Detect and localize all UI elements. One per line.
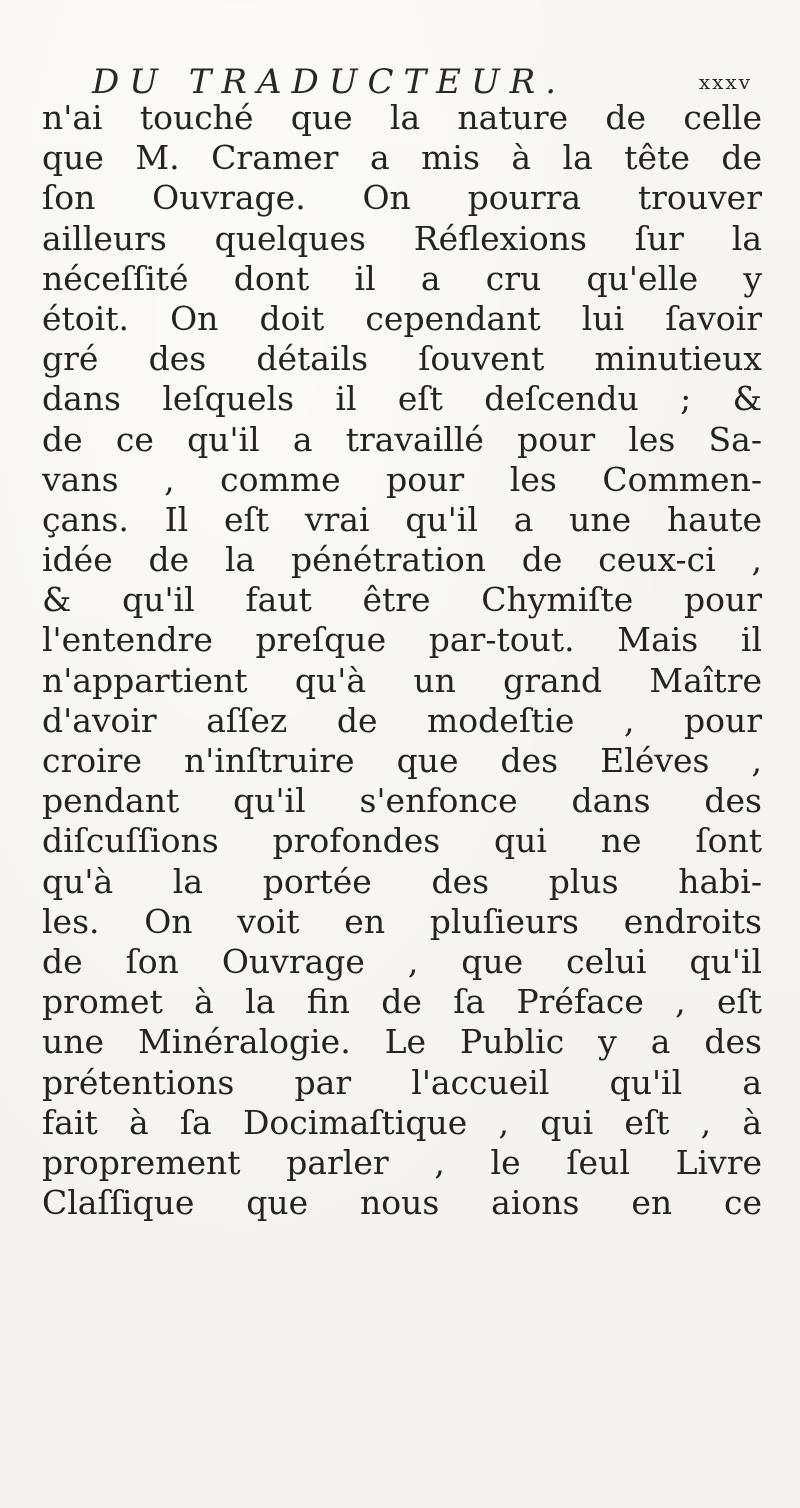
text-line: une Minéralogie. Le Public y a des — [42, 1022, 762, 1062]
text-line: pendant qu'il s'enfonce dans des — [42, 781, 762, 821]
text-line: de ce qu'il a travaillé pour les Sa- — [42, 419, 762, 459]
text-line: çans. Il eſt vrai qu'il a une haute — [42, 499, 762, 539]
text-line: gré des détails ſouvent minutieux — [42, 339, 762, 379]
text-line: l'entendre preſque par-tout. Mais il — [42, 620, 762, 660]
text-line: d'avoir aſſez de modeſtie , pour — [42, 700, 762, 740]
text-line: & qu'il faut être Chymiſte pour — [42, 580, 762, 620]
text-line: proprement parler , le ſeul Livre — [42, 1142, 762, 1182]
text-line: promet à la fin de ſa Préface , eſt — [42, 982, 762, 1022]
text-line: fait à ſa Docimaſtique , qui eſt , à — [42, 1102, 762, 1142]
text-line: dans leſquels il eſt deſcendu ; & — [42, 379, 762, 419]
text-line: étoit. On doit cependant lui ſavoir — [42, 298, 762, 338]
text-line: que M. Cramer a mis à la tête de — [42, 138, 762, 178]
text-line: ſon Ouvrage. On pourra trouver — [42, 178, 762, 218]
text-line: prétentions par l'accueil qu'il a — [42, 1062, 762, 1102]
text-line: n'appartient qu'à un grand Maître — [42, 660, 762, 700]
text-line: Claſſique que nous aions en ce — [42, 1183, 762, 1223]
text-line: qu'à la portée des plus habi- — [42, 861, 762, 901]
text-line: ailleurs quelques Réflexions ſur la — [42, 218, 762, 258]
text-line: diſcuſſions profondes qui ne ſont — [42, 821, 762, 861]
page-number: xxxv — [698, 70, 752, 94]
text-line: vans , comme pour les Commen- — [42, 459, 762, 499]
text-line: n'ai touché que la nature de celle — [42, 98, 762, 137]
text-line: idée de la pénétration de ceux-ci , — [42, 540, 762, 580]
body-text — [42, 98, 762, 1223]
text-line: de ſon Ouvrage , que celui qu'il — [42, 941, 762, 981]
text-line: croire n'inſtruire que des Eléves , — [42, 741, 762, 780]
text-line: néceſſité dont il a cru qu'elle y — [42, 258, 762, 298]
text-line: les. On voit en pluſieurs endroits — [42, 901, 762, 941]
running-head-title: DU TRADUCTEUR. — [92, 62, 567, 102]
